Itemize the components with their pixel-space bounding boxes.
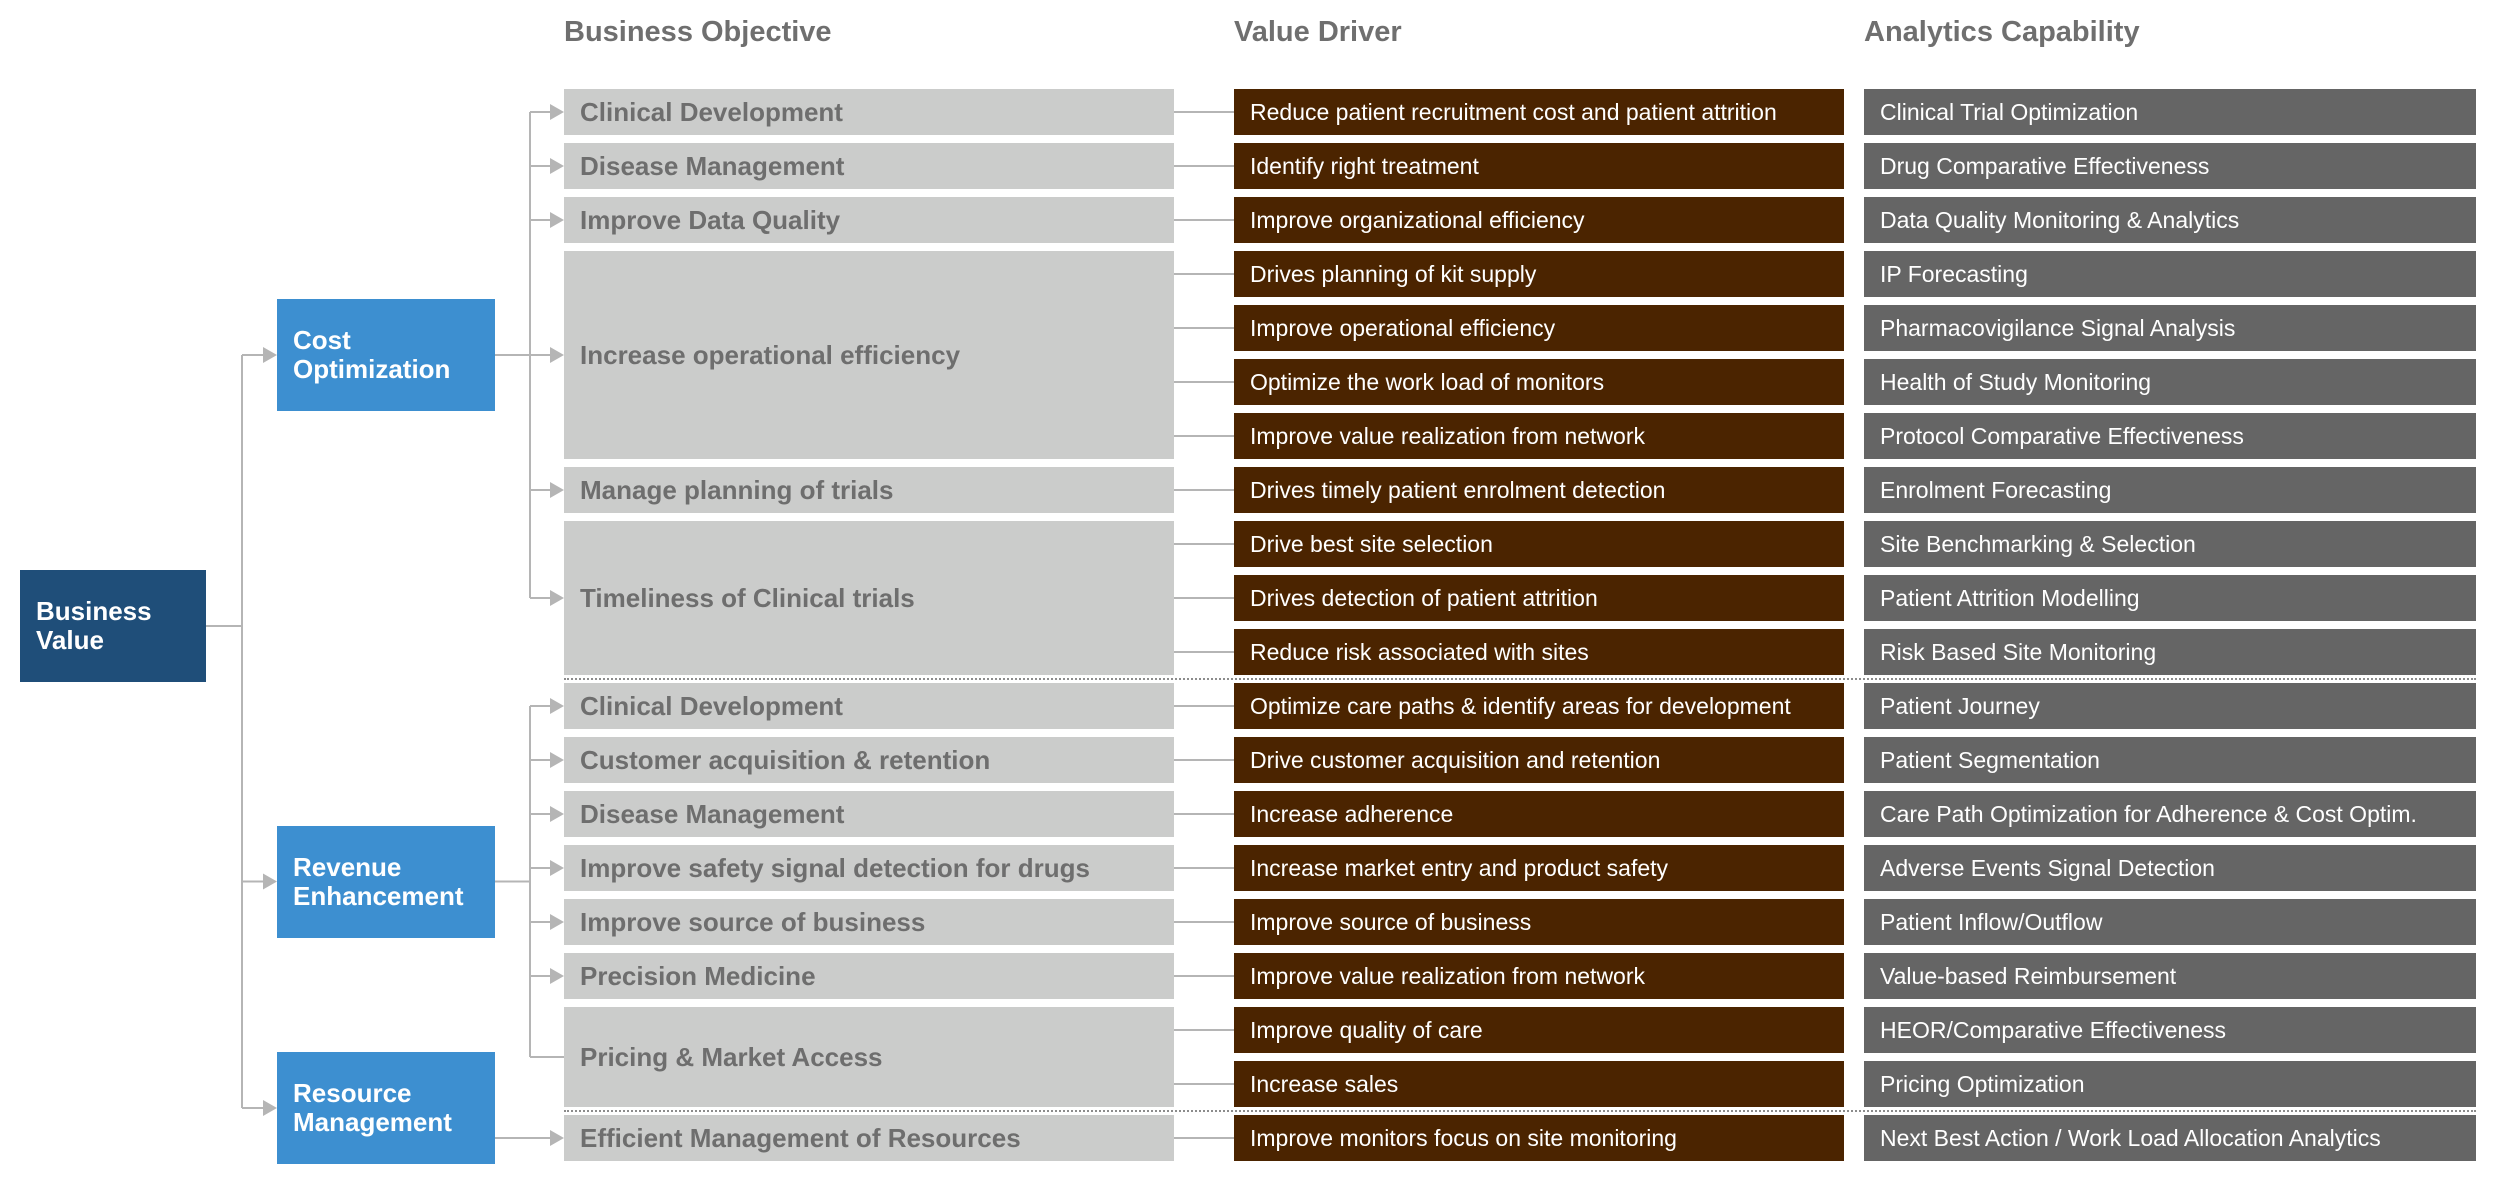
value-driver-box: Increase adherence xyxy=(1234,791,1844,837)
category-box: Revenue Enhancement xyxy=(277,826,495,938)
objective-arrow xyxy=(550,482,564,498)
value-driver-box: Optimize care paths & identify areas for development xyxy=(1234,683,1844,729)
objective-arrow xyxy=(550,158,564,174)
value-driver-box: Drive customer acquisition and retention xyxy=(1234,737,1844,783)
objective-arrow xyxy=(550,806,564,822)
business-objective-box: Timeliness of Clinical trials xyxy=(564,521,1174,675)
value-driver-box: Improve operational efficiency xyxy=(1234,305,1844,351)
value-driver-box: Improve organizational efficiency xyxy=(1234,197,1844,243)
analytics-capability-box: Data Quality Monitoring & Analytics xyxy=(1864,197,2476,243)
value-driver-box: Improve monitors focus on site monitoring xyxy=(1234,1115,1844,1161)
value-driver-box: Optimize the work load of monitors xyxy=(1234,359,1844,405)
objective-arrow xyxy=(550,1130,564,1146)
value-driver-box: Reduce risk associated with sites xyxy=(1234,629,1844,675)
analytics-capability-box: Patient Inflow/Outflow xyxy=(1864,899,2476,945)
analytics-capability-box: Value-based Reimbursement xyxy=(1864,953,2476,999)
business-objective-box: Disease Management xyxy=(564,791,1174,837)
value-driver-box: Drives detection of patient attrition xyxy=(1234,575,1844,621)
analytics-capability-box: HEOR/Comparative Effectiveness xyxy=(1864,1007,2476,1053)
analytics-capability-box: Site Benchmarking & Selection xyxy=(1864,521,2476,567)
value-driver-box: Increase market entry and product safety xyxy=(1234,845,1844,891)
objective-arrow xyxy=(550,914,564,930)
business-objective-box: Efficient Management of Resources xyxy=(564,1115,1174,1161)
category-arrow xyxy=(263,874,277,890)
analytics-capability-box: Pharmacovigilance Signal Analysis xyxy=(1864,305,2476,351)
analytics-capability-box: Adverse Events Signal Detection xyxy=(1864,845,2476,891)
objective-arrow xyxy=(550,347,564,363)
analytics-capability-box: Care Path Optimization for Adherence & Cost Optim. xyxy=(1864,791,2476,837)
business-objective-box: Customer acquisition & retention xyxy=(564,737,1174,783)
objective-arrow xyxy=(550,590,564,606)
analytics-capability-box: IP Forecasting xyxy=(1864,251,2476,297)
header-analytics-capability: Analytics Capability xyxy=(1864,16,2140,48)
value-driver-box: Improve quality of care xyxy=(1234,1007,1844,1053)
business-objective-box: Manage planning of trials xyxy=(564,467,1174,513)
header-value-driver: Value Driver xyxy=(1234,16,1402,48)
value-driver-box: Improve value realization from network xyxy=(1234,953,1844,999)
business-objective-box: Clinical Development xyxy=(564,89,1174,135)
objective-arrow xyxy=(550,698,564,714)
analytics-capability-box: Next Best Action / Work Load Allocation Analytics xyxy=(1864,1115,2476,1161)
value-driver-box: Drive best site selection xyxy=(1234,521,1844,567)
objective-arrow xyxy=(550,212,564,228)
header-business-objective: Business Objective xyxy=(564,16,832,48)
analytics-capability-box: Clinical Trial Optimization xyxy=(1864,89,2476,135)
value-driver-box: Improve value realization from network xyxy=(1234,413,1844,459)
category-arrow xyxy=(263,347,277,363)
value-driver-box: Drives planning of kit supply xyxy=(1234,251,1844,297)
value-driver-box: Reduce patient recruitment cost and patient attrition xyxy=(1234,89,1844,135)
value-driver-box: Identify right treatment xyxy=(1234,143,1844,189)
analytics-capability-box: Patient Segmentation xyxy=(1864,737,2476,783)
objective-arrow xyxy=(550,752,564,768)
value-driver-box: Improve source of business xyxy=(1234,899,1844,945)
business-objective-box: Improve source of business xyxy=(564,899,1174,945)
business-objective-box: Precision Medicine xyxy=(564,953,1174,999)
business-objective-box: Pricing & Market Access xyxy=(564,1007,1174,1107)
objective-arrow xyxy=(550,968,564,984)
analytics-capability-box: Enrolment Forecasting xyxy=(1864,467,2476,513)
value-driver-box: Drives timely patient enrolment detection xyxy=(1234,467,1844,513)
objective-arrow xyxy=(550,104,564,120)
group-separator xyxy=(564,678,2476,680)
objective-arrow xyxy=(550,860,564,876)
analytics-capability-box: Patient Journey xyxy=(1864,683,2476,729)
business-objective-box: Disease Management xyxy=(564,143,1174,189)
business-objective-box: Improve Data Quality xyxy=(564,197,1174,243)
category-arrow xyxy=(263,1100,277,1116)
category-box: Cost Optimization xyxy=(277,299,495,411)
analytics-capability-box: Risk Based Site Monitoring xyxy=(1864,629,2476,675)
analytics-capability-box: Patient Attrition Modelling xyxy=(1864,575,2476,621)
group-separator xyxy=(564,1110,2476,1112)
analytics-capability-box: Pricing Optimization xyxy=(1864,1061,2476,1107)
business-objective-box: Improve safety signal detection for drugs xyxy=(564,845,1174,891)
category-box: Resource Management xyxy=(277,1052,495,1164)
business-objective-box: Clinical Development xyxy=(564,683,1174,729)
analytics-capability-box: Health of Study Monitoring xyxy=(1864,359,2476,405)
root-business-value: Business Value xyxy=(20,570,206,682)
analytics-capability-box: Drug Comparative Effectiveness xyxy=(1864,143,2476,189)
analytics-capability-box: Protocol Comparative Effectiveness xyxy=(1864,413,2476,459)
value-driver-box: Increase sales xyxy=(1234,1061,1844,1107)
business-objective-box: Increase operational efficiency xyxy=(564,251,1174,459)
